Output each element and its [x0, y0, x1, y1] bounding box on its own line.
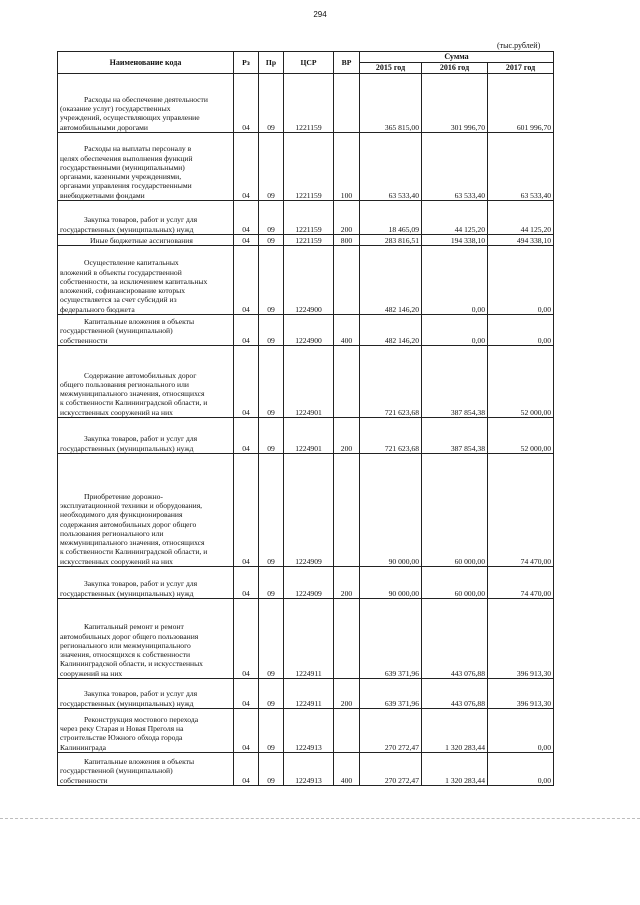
row-name-line: искусственных сооружений на них	[60, 556, 173, 566]
row-sum-2017: 396 913,30	[488, 598, 554, 678]
row-name-line: Калининградской области, и искусственных	[60, 659, 203, 669]
row-name-line: собственности	[60, 775, 108, 785]
row-name-line: федерального бюджета	[60, 304, 135, 314]
row-sum-2015: 365 815,00	[360, 73, 422, 132]
row-name-line: Иные бюджетные ассигнования	[90, 235, 193, 245]
row-name-line: межмуниципального значения, относящихся	[60, 389, 205, 398]
row-name-line: Реконструкция мостового перехода	[84, 714, 199, 724]
row-pr: 09	[259, 234, 284, 245]
row-name-line: государственной (муниципальной)	[60, 766, 173, 776]
row-name	[58, 73, 234, 132]
row-rz: 04	[234, 708, 259, 752]
row-name-line: Осуществление капитальных	[84, 258, 179, 268]
row-csr: 1224900	[284, 245, 334, 314]
row-sum-2015: 90 000,00	[360, 566, 422, 598]
row-pr: 09	[259, 752, 284, 785]
row-vr	[334, 708, 360, 752]
row-name-line: межмуниципального значения, относящихся	[60, 538, 205, 547]
row-vr	[334, 245, 360, 314]
row-sum-2015: 639 371,96	[360, 678, 422, 708]
row-name	[58, 752, 234, 785]
row-name-line: Капитальные вложения в объекты	[84, 757, 195, 766]
table-row	[58, 417, 554, 453]
row-sum-2015: 482 146,20	[360, 245, 422, 314]
row-name-line: сооружений на них	[60, 668, 123, 678]
row-sum-2017: 0,00	[488, 314, 554, 345]
row-sum-2016: 1 320 283,44	[422, 708, 488, 752]
row-vr	[334, 73, 360, 132]
row-vr: 800	[334, 234, 360, 245]
row-sum-2017: 74 470,00	[488, 566, 554, 598]
row-name	[58, 678, 234, 708]
row-name	[58, 598, 234, 678]
row-name-line: собственности	[60, 335, 108, 345]
row-name-line: Капитальный ремонт и ремонт	[84, 622, 184, 632]
row-pr: 09	[259, 345, 284, 417]
row-sum-2015: 90 000,00	[360, 453, 422, 566]
header-vr: ВР	[334, 52, 360, 74]
row-sum-2016: 44 125,20	[422, 200, 488, 234]
page-bottom-rule	[0, 818, 640, 819]
table-row	[58, 200, 554, 234]
row-sum-2015: 283 816,51	[360, 234, 422, 245]
row-pr: 09	[259, 708, 284, 752]
row-csr: 1224911	[284, 678, 334, 708]
row-rz: 04	[234, 678, 259, 708]
row-sum-2017: 44 125,20	[488, 200, 554, 234]
header-pr: Пр	[259, 52, 284, 74]
row-vr: 200	[334, 566, 360, 598]
row-sum-2017: 52 000,00	[488, 417, 554, 453]
row-rz: 04	[234, 453, 259, 566]
row-vr: 200	[334, 417, 360, 453]
row-name-line: государственными (муниципальными)	[60, 162, 185, 172]
row-name-line: к собственности Калининградской области, и	[60, 547, 208, 557]
row-name-line: автомобильных дорог общего пользования	[60, 631, 199, 641]
table-row	[58, 132, 554, 200]
row-name-line: Закупка товаров, работ и услуг для	[84, 579, 198, 589]
row-name-line: государственных (муниципальных) нужд	[60, 224, 194, 234]
row-csr: 1224909	[284, 453, 334, 566]
row-pr: 09	[259, 678, 284, 708]
row-name-line: Закупка товаров, работ и услуг для	[84, 689, 198, 699]
row-rz: 04	[234, 245, 259, 314]
row-name-line: государственных (муниципальных) нужд	[60, 698, 194, 708]
row-sum-2015: 18 465,09	[360, 200, 422, 234]
table-row	[58, 598, 554, 678]
row-name	[58, 234, 234, 245]
row-rz: 04	[234, 132, 259, 200]
table-row	[58, 73, 554, 132]
row-csr: 1224901	[284, 345, 334, 417]
row-name	[58, 200, 234, 234]
table-row	[58, 678, 554, 708]
table-row	[58, 453, 554, 566]
row-name-line: органами управления государственными	[60, 181, 192, 191]
row-sum-2016: 387 854,38	[422, 417, 488, 453]
row-sum-2015: 63 533,40	[360, 132, 422, 200]
row-pr: 09	[259, 132, 284, 200]
row-name-line: Расходы на выплаты персоналу в	[84, 144, 192, 154]
row-name	[58, 453, 234, 566]
table-row	[58, 708, 554, 752]
row-sum-2017: 52 000,00	[488, 345, 554, 417]
row-csr: 1224913	[284, 752, 334, 785]
row-name-line: значения, относящихся к собственности	[60, 650, 191, 659]
header-year-2017: 2017 год	[488, 62, 554, 73]
row-csr: 1221159	[284, 132, 334, 200]
row-sum-2016: 1 320 283,44	[422, 752, 488, 785]
row-vr	[334, 345, 360, 417]
table-row	[58, 314, 554, 345]
row-name-line: пользования регионального или	[60, 528, 164, 538]
row-pr: 09	[259, 598, 284, 678]
row-sum-2015: 270 272,47	[360, 752, 422, 785]
row-pr: 09	[259, 314, 284, 345]
header-rz: Рз	[234, 52, 259, 74]
table-row	[58, 566, 554, 598]
row-vr: 200	[334, 200, 360, 234]
row-name	[58, 566, 234, 598]
row-sum-2017: 63 533,40	[488, 132, 554, 200]
row-name-line: Приобретение дорожно-	[84, 491, 163, 501]
row-vr	[334, 453, 360, 566]
row-sum-2015: 639 371,96	[360, 598, 422, 678]
row-name-line: органами, казенными учреждениями,	[60, 172, 182, 181]
row-sum-2017: 0,00	[488, 708, 554, 752]
row-rz: 04	[234, 73, 259, 132]
row-name-line: осуществляется за счет субсидий из	[60, 295, 177, 305]
row-rz: 04	[234, 417, 259, 453]
row-sum-2016: 60 000,00	[422, 453, 488, 566]
row-sum-2017: 0,00	[488, 245, 554, 314]
row-rz: 04	[234, 314, 259, 345]
table-row	[58, 234, 554, 245]
row-vr: 200	[334, 678, 360, 708]
row-name-line: Капитальные вложения в объекты	[84, 317, 195, 326]
row-rz: 04	[234, 566, 259, 598]
row-sum-2015: 482 146,20	[360, 314, 422, 345]
row-name-line: Расходы на обеспечение деятельности	[84, 94, 208, 104]
row-sum-2017: 601 996,70	[488, 73, 554, 132]
row-name-line: автомобильными дорогами	[60, 122, 148, 132]
row-name	[58, 345, 234, 417]
row-name-line: государственных (муниципальных) нужд	[60, 443, 194, 453]
table-body	[58, 73, 554, 785]
header-year-2015: 2015 год	[360, 62, 422, 73]
row-sum-2016: 301 996,70	[422, 73, 488, 132]
row-sum-2017: 396 913,30	[488, 678, 554, 708]
row-name-line: через реку Старая и Новая Преголя на	[60, 724, 184, 733]
row-name	[58, 245, 234, 314]
row-sum-2016: 60 000,00	[422, 566, 488, 598]
row-name-line: государственных (муниципальных) нужд	[60, 588, 194, 598]
row-sum-2016: 0,00	[422, 245, 488, 314]
table-row	[58, 345, 554, 417]
row-sum-2016: 387 854,38	[422, 345, 488, 417]
row-pr: 09	[259, 417, 284, 453]
row-sum-2017: 494 338,10	[488, 234, 554, 245]
row-csr: 1221159	[284, 200, 334, 234]
row-rz: 04	[234, 598, 259, 678]
row-sum-2015: 270 272,47	[360, 708, 422, 752]
row-name-line: целях обеспечения выполнения функций	[60, 153, 193, 163]
row-name-line: к собственности Калининградской области, и	[60, 398, 208, 408]
row-pr: 09	[259, 200, 284, 234]
row-csr: 1221159	[284, 234, 334, 245]
row-csr: 1224909	[284, 566, 334, 598]
row-csr: 1221159	[284, 73, 334, 132]
row-pr: 09	[259, 245, 284, 314]
row-name-line: искусственных сооружений на них	[60, 407, 173, 417]
row-name-line: строительстве Южного обхода города	[60, 733, 183, 743]
row-sum-2016: 63 533,40	[422, 132, 488, 200]
row-sum-2015: 721 623,68	[360, 417, 422, 453]
row-pr: 09	[259, 453, 284, 566]
table-row	[58, 752, 554, 785]
row-name-line: собственности, за исключением капитальных	[60, 276, 208, 286]
row-csr: 1224900	[284, 314, 334, 345]
row-rz: 04	[234, 234, 259, 245]
row-pr: 09	[259, 566, 284, 598]
row-vr: 100	[334, 132, 360, 200]
row-name-line: регионального или межмуниципального	[60, 640, 191, 650]
row-name	[58, 417, 234, 453]
row-name-line: эксплуатационной техники и оборудования,	[60, 501, 203, 510]
row-name-line: Содержание автомобильных дорог	[84, 370, 197, 380]
row-csr: 1224911	[284, 598, 334, 678]
row-name-line: государственной (муниципальной)	[60, 326, 173, 336]
page-number: 294	[313, 10, 327, 19]
row-sum-2016: 443 076,88	[422, 598, 488, 678]
row-name-line: вложений, софинансирование которых	[60, 286, 186, 295]
row-name	[58, 132, 234, 200]
row-sum-2016: 194 338,10	[422, 234, 488, 245]
row-sum-2017: 0,00	[488, 752, 554, 785]
row-sum-2016: 0,00	[422, 314, 488, 345]
row-name-line: Закупка товаров, работ и услуг для	[84, 215, 198, 225]
row-name-line: общего пользования регионального или	[60, 379, 189, 389]
row-rz: 04	[234, 345, 259, 417]
row-name-line: внебюджетными фондами	[60, 190, 145, 200]
row-csr: 1224913	[284, 708, 334, 752]
row-sum-2015: 721 623,68	[360, 345, 422, 417]
row-pr: 09	[259, 73, 284, 132]
row-vr: 400	[334, 314, 360, 345]
row-rz: 04	[234, 752, 259, 785]
header-year-2016: 2016 год	[422, 62, 488, 73]
row-name-line: Закупка товаров, работ и услуг для	[84, 434, 198, 444]
budget-table	[57, 51, 554, 786]
row-name-line: Калининграда	[60, 742, 106, 752]
row-name-line: содержания автомобильных дорог общего	[60, 519, 197, 529]
row-name-line: (оказание услуг) государственных	[60, 104, 171, 113]
header-name: Наименование кода	[58, 52, 234, 74]
row-name-line: вложений в объекты государственной	[60, 267, 182, 277]
units-label: (тыс.рублей)	[497, 41, 541, 50]
header-csr: ЦСР	[284, 52, 334, 74]
row-vr: 400	[334, 752, 360, 785]
row-sum-2016: 443 076,88	[422, 678, 488, 708]
row-name-line: необходимого для функционирования	[60, 510, 183, 520]
row-rz: 04	[234, 200, 259, 234]
row-name	[58, 314, 234, 345]
row-name	[58, 708, 234, 752]
table-row	[58, 245, 554, 314]
header-sum: Сумма	[360, 52, 554, 63]
row-vr	[334, 598, 360, 678]
row-name-line: учреждений, осуществляющих управление	[60, 113, 200, 123]
row-csr: 1224901	[284, 417, 334, 453]
row-sum-2017: 74 470,00	[488, 453, 554, 566]
